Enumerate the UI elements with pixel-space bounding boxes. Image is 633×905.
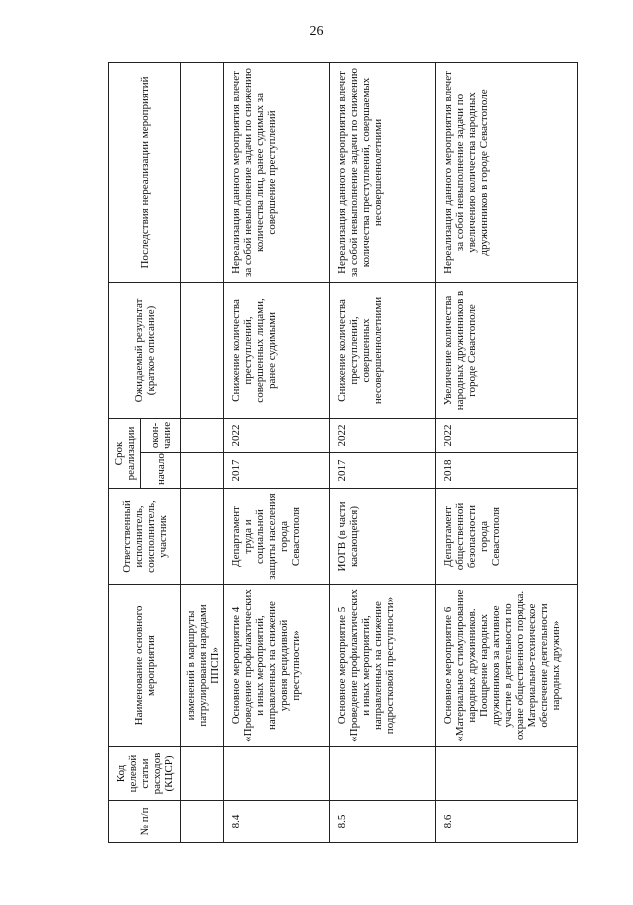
- cell-end: 2022: [330, 418, 436, 452]
- header-name: Наименование основного мероприятия: [109, 585, 181, 747]
- cell-num: 8.6: [436, 801, 578, 843]
- cell-expected: Увеличение количества народных дружинников в городе Севастополе: [436, 282, 578, 418]
- cell-end: [181, 418, 224, 452]
- header-executor: Ответственный исполнитель, соисполнитель, участник: [109, 489, 181, 585]
- cell-executor: ИОГВ (в части касающейся): [330, 489, 436, 585]
- cell-consequences: [181, 62, 224, 282]
- header-end: окон-чание: [141, 418, 181, 452]
- rotated-table-container: [108, 63, 578, 843]
- header-expected: Ожидаемый результат (краткое описание): [109, 282, 181, 418]
- header-start: начало: [141, 453, 181, 489]
- cell-kcsr: [330, 747, 436, 801]
- cell-kcsr: [181, 747, 224, 801]
- page-number: 26: [309, 24, 324, 39]
- header-period: Срок реализации: [109, 418, 141, 488]
- header-kcsr: Код целевой статьи расходов (КЦСР): [109, 747, 181, 801]
- cell-consequences: Нереализация данного мероприятия влечет за собой невыполнение задачи по снижению количества преступлений, совершаемых несовершеннолетними: [330, 62, 436, 282]
- cell-consequences: Нереализация данного мероприятия влечет за собой невыполнение задачи по снижению количества лиц, ранее судимых за совершение преступлений: [224, 62, 330, 282]
- cell-start: 2017: [224, 453, 330, 489]
- cell-consequences: Нереализация данного мероприятия влечет за собой невыполнение задачи по увеличению количества народных дружинников в городе Севастополе: [436, 62, 578, 282]
- cell-kcsr: [436, 747, 578, 801]
- header-row: [109, 62, 141, 842]
- cell-name: Основное мероприятие 6 «Материальное стимулирование народных дружинников. Поощрение народных дружинников за активное участие в деятельности по охране общественного порядка. Материально-техническое обеспечение деятельности народных дружин»: [436, 585, 578, 747]
- header-consequences: Последствия нереализации мероприятий: [109, 62, 181, 282]
- cell-name: Основное мероприятие 5 «Проведение профилактических и иных мероприятий, направленных на снижение подростковой преступности»: [330, 585, 436, 747]
- table-row: [224, 62, 330, 842]
- cell-expected: Снижение количества преступлений, совершенных лицами, ранее судимыми: [224, 282, 330, 418]
- header-num: № п/п: [109, 801, 181, 843]
- cell-executor: [181, 489, 224, 585]
- cell-end: 2022: [436, 418, 578, 452]
- events-table: [108, 62, 578, 843]
- cell-num: [181, 801, 224, 843]
- cell-num: 8.4: [224, 801, 330, 843]
- cell-executor: Департамент труда и социальной защиты населения города Севастополя: [224, 489, 330, 585]
- cell-expected: [181, 282, 224, 418]
- cell-name: изменений в маршруты патрулирования нарядами ППСП»: [181, 585, 224, 747]
- continuation-row: [181, 62, 224, 842]
- cell-end: 2022: [224, 418, 330, 452]
- cell-start: 2018: [436, 453, 578, 489]
- cell-executor: Департамент общественной безопасности города Севастополя: [436, 489, 578, 585]
- cell-expected: Снижение количества преступлений, совершенных несовершеннолетними: [330, 282, 436, 418]
- cell-kcsr: [224, 747, 330, 801]
- cell-start: [181, 453, 224, 489]
- table-row: [436, 62, 578, 842]
- table-row: [330, 62, 436, 842]
- cell-name: Основное мероприятие 4 «Проведение профилактических и иных мероприятий, направленных на снижение уровня рецидивной преступности»: [224, 585, 330, 747]
- cell-start: 2017: [330, 453, 436, 489]
- cell-num: 8.5: [330, 801, 436, 843]
